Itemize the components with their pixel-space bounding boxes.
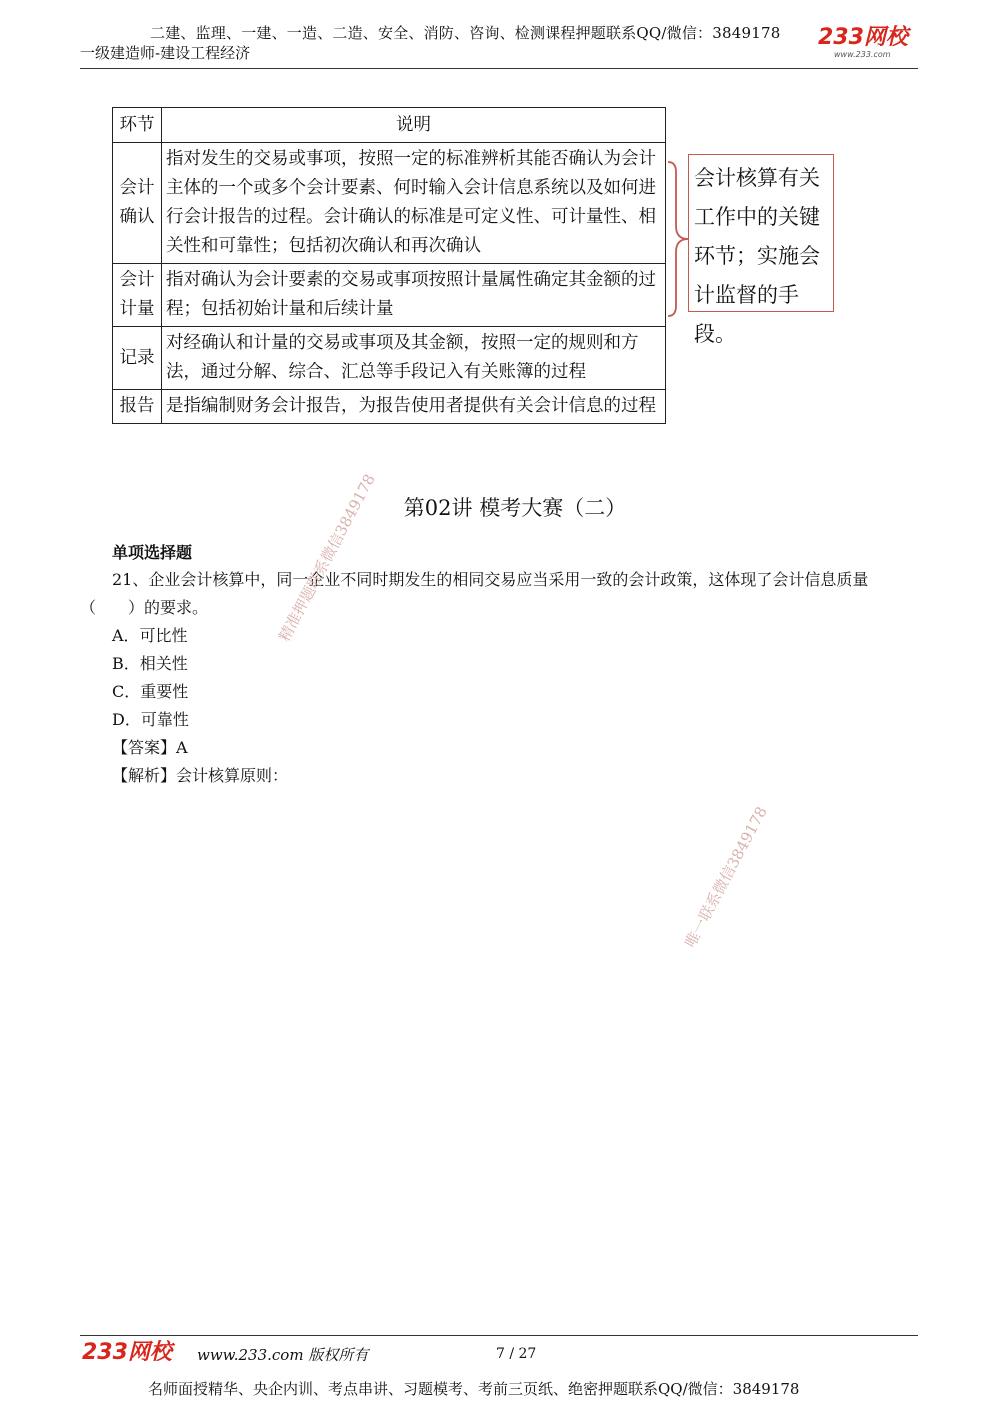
stage-name-line: 计量 xyxy=(119,299,155,319)
stage-name-line: 会计 xyxy=(119,270,155,290)
option-a: A．可比性 xyxy=(112,626,188,645)
stage-description: 是指编制财务会计报告，为报告使用者提供有关会计信息的过程 xyxy=(162,390,666,424)
callout-line: 环节；实施会 xyxy=(694,244,820,268)
accounting-stages-table xyxy=(112,107,666,424)
watermark-text: 精准押题联系微信3849178 xyxy=(275,471,379,645)
stage-description: 对经确认和计量的交易或事项及其金额，按照一定的规则和方法，通过分解、综合、汇总等手段记入有关账簿的过程 xyxy=(162,327,666,390)
option-b: B．相关性 xyxy=(112,654,188,673)
watermark-text: 唯一联系微信3849178 xyxy=(681,803,771,951)
lecture-title: 第02讲 模考大赛（二） xyxy=(403,496,627,520)
stage-name xyxy=(113,264,162,327)
callout-line: 工作中的关键 xyxy=(694,205,820,229)
header-subtitle: 一级建造师-建设工程经济 xyxy=(80,44,251,62)
option-c: C．重要性 xyxy=(112,682,189,701)
stage-name-line: 会计 xyxy=(119,178,155,198)
header-logo-url: www.233.com xyxy=(834,50,891,59)
footer-site: www.233.com 版权所有 xyxy=(197,1346,369,1364)
footer-promo: 名师面授精华、央企内训、考点串讲、习题模考、考前三页纸、绝密押题联系QQ/微信：3849178 xyxy=(148,1380,800,1398)
stage-name xyxy=(113,143,162,264)
table-row xyxy=(113,327,666,390)
stage-name-line: 确认 xyxy=(119,207,155,227)
table-header-row xyxy=(113,108,666,143)
footer-logo-text: 233网校 xyxy=(82,1340,172,1365)
callout-line: 计监督的手段。 xyxy=(694,283,799,346)
footer-divider xyxy=(80,1335,918,1336)
table-row xyxy=(113,143,666,264)
page-number: 7 / 27 xyxy=(496,1346,537,1362)
question-stem: 21、企业会计核算中，同一企业不同时期发生的相同交易应当采用一致的会计政策，这体现了会计信息质量（ ）的要求。 xyxy=(80,570,869,617)
analysis: 【解析】会计核算原则： xyxy=(112,766,289,785)
brace-icon xyxy=(666,160,690,318)
header-divider xyxy=(80,68,918,69)
header-logo-text: 233网校 xyxy=(818,25,908,50)
stage-description: 指对确认为会计要素的交易或事项按照计量属性确定其金额的过程；包括初始计量和后续计量 xyxy=(162,264,666,327)
answer: 【答案】A xyxy=(112,738,188,757)
table-row xyxy=(113,390,666,424)
summary-callout xyxy=(688,154,834,346)
option-d: D．可靠性 xyxy=(112,710,189,729)
question-type: 单项选择题 xyxy=(112,543,193,562)
footer-logo xyxy=(82,1340,172,1366)
table-row xyxy=(113,264,666,327)
stage-name: 报告 xyxy=(113,390,162,424)
header-promo: 二建、监理、一建、一造、二造、安全、消防、咨询、检测课程押题联系QQ/微信：3849178 xyxy=(150,24,781,42)
stage-description: 指对发生的交易或事项，按照一定的标准辨析其能否确认为会计主体的一个或多个会计要素、何时输入会计信息系统以及如何进行会计报告的过程。会计确认的标准是可定义性、可计量性、相关性和可靠性；包括初次确认和再次确认 xyxy=(162,143,666,264)
col-header-description: 说明 xyxy=(162,108,666,143)
callout-line: 会计核算有关 xyxy=(694,166,820,190)
header-logo xyxy=(818,26,918,62)
stage-name: 记录 xyxy=(113,327,162,390)
col-header-stage: 环节 xyxy=(113,108,162,143)
